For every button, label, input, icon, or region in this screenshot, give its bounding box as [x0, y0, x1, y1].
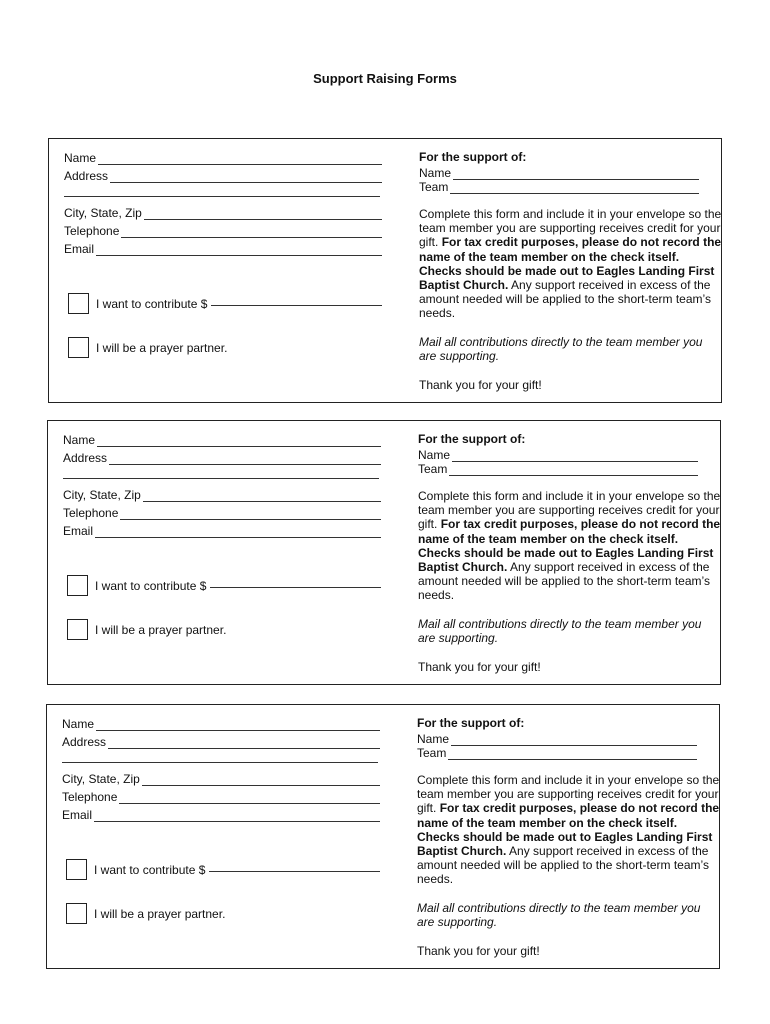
prayer-partner-label: I will be a prayer partner.: [95, 622, 227, 637]
address-label: Address: [64, 169, 109, 183]
support-name-field[interactable]: [419, 165, 699, 180]
email-field[interactable]: [64, 240, 382, 256]
prayer-partner-checkbox[interactable]: [66, 903, 87, 924]
support-team-line[interactable]: [450, 182, 699, 194]
support-name-field[interactable]: [417, 731, 697, 746]
thanks-text: Thank you for your gift!: [419, 378, 542, 392]
prayer-partner-option: [67, 619, 381, 640]
contribute-option: [67, 575, 381, 596]
contribute-label: I want to contribute $: [94, 862, 206, 877]
city-state-zip-field[interactable]: [64, 204, 382, 220]
city-state-zip-label: City, State, Zip: [63, 488, 141, 502]
instructions-p1: Complete this form and include it in your envelope so the team member you are supporting receives credit for your gift.: [418, 489, 721, 532]
telephone-line[interactable]: [121, 226, 382, 238]
support-team-field[interactable]: [418, 461, 698, 476]
address-line[interactable]: [109, 453, 381, 465]
telephone-label: Telephone: [63, 506, 119, 520]
address-line[interactable]: [110, 171, 382, 183]
address-line-2[interactable]: [62, 762, 378, 763]
address-field[interactable]: [62, 733, 380, 749]
address-line-2[interactable]: [64, 196, 380, 197]
city-state-zip-label: City, State, Zip: [62, 772, 140, 786]
support-name-field[interactable]: [418, 447, 698, 462]
city-state-zip-field[interactable]: [62, 770, 380, 786]
instructions-p2: Any support received in excess of the amount needed will be applied to the short-term team’s needs.: [419, 278, 711, 321]
instructions-p1: Complete this form and include it in your envelope so the team member you are supporting receives credit for your gift.: [417, 773, 720, 816]
mail-note: Mail all contributions directly to the team member you are supporting.: [417, 901, 701, 930]
name-field[interactable]: [63, 431, 381, 447]
contribute-amount-line[interactable]: [210, 575, 381, 588]
email-label: Email: [62, 808, 93, 822]
mail-note: Mail all contributions directly to the team member you are supporting.: [418, 617, 702, 646]
mail-note: Mail all contributions directly to the team member you are supporting.: [419, 335, 703, 364]
support-title: For the support of:: [417, 716, 525, 730]
support-team-line[interactable]: [448, 748, 697, 760]
name-line[interactable]: [96, 719, 380, 731]
support-team-field[interactable]: [419, 179, 699, 194]
instructions-text: [419, 207, 724, 321]
instructions-text: [417, 773, 722, 887]
contribute-checkbox[interactable]: [67, 575, 88, 596]
contribute-amount-line[interactable]: [211, 293, 382, 306]
thanks-text: Thank you for your gift!: [418, 660, 541, 674]
support-form-3: [46, 704, 720, 969]
contribute-checkbox[interactable]: [68, 293, 89, 314]
telephone-label: Telephone: [64, 224, 120, 238]
thanks-text: Thank you for your gift!: [417, 944, 540, 958]
city-state-zip-line[interactable]: [144, 208, 382, 220]
email-line[interactable]: [96, 244, 382, 256]
support-team-label: Team: [419, 180, 449, 194]
city-state-zip-line[interactable]: [143, 490, 381, 502]
prayer-partner-checkbox[interactable]: [67, 619, 88, 640]
email-line[interactable]: [95, 526, 381, 538]
telephone-field[interactable]: [62, 788, 380, 804]
telephone-line[interactable]: [120, 508, 381, 520]
page-title: Support Raising Forms: [313, 71, 457, 86]
support-name-label: Name: [417, 732, 450, 746]
address-label: Address: [62, 735, 107, 749]
prayer-partner-option: [68, 337, 382, 358]
contribute-checkbox[interactable]: [66, 859, 87, 880]
support-team-label: Team: [418, 462, 448, 476]
address-line-2[interactable]: [63, 478, 379, 479]
instructions-bold: For tax credit purposes, please do not record the name of the team member on the check itself. Checks should be made out to Eagles Landing First Baptist Church.: [419, 235, 722, 293]
address-line[interactable]: [108, 737, 380, 749]
address-field[interactable]: [64, 167, 382, 183]
name-label: Name: [63, 433, 96, 447]
name-field[interactable]: [62, 715, 380, 731]
city-state-zip-field[interactable]: [63, 486, 381, 502]
contribute-option: [66, 859, 380, 880]
prayer-partner-checkbox[interactable]: [68, 337, 89, 358]
email-label: Email: [64, 242, 95, 256]
support-form-2: [47, 420, 721, 685]
prayer-partner-label: I will be a prayer partner.: [94, 906, 226, 921]
email-label: Email: [63, 524, 94, 538]
support-team-field[interactable]: [417, 745, 697, 760]
instructions-p2: Any support received in excess of the amount needed will be applied to the short-term team’s needs.: [417, 844, 709, 887]
name-field[interactable]: [64, 149, 382, 165]
contribute-option: [68, 293, 382, 314]
prayer-partner-label: I will be a prayer partner.: [96, 340, 228, 355]
telephone-line[interactable]: [119, 792, 380, 804]
contribute-amount-line[interactable]: [209, 859, 380, 872]
support-form-1: [48, 138, 722, 403]
support-team-label: Team: [417, 746, 447, 760]
prayer-partner-option: [66, 903, 380, 924]
support-team-line[interactable]: [449, 464, 698, 476]
instructions-bold: For tax credit purposes, please do not record the name of the team member on the check itself. Checks should be made out to Eagles Landing First Baptist Church.: [417, 801, 720, 859]
address-label: Address: [63, 451, 108, 465]
instructions-bold: For tax credit purposes, please do not record the name of the team member on the check itself. Checks should be made out to Eagles Landing First Baptist Church.: [418, 517, 721, 575]
name-line[interactable]: [98, 153, 382, 165]
email-line[interactable]: [94, 810, 380, 822]
telephone-field[interactable]: [63, 504, 381, 520]
support-name-label: Name: [418, 448, 451, 462]
name-label: Name: [64, 151, 97, 165]
instructions-p1: Complete this form and include it in your envelope so the team member you are supporting receives credit for your gift.: [419, 207, 722, 250]
email-field[interactable]: [63, 522, 381, 538]
contribute-label: I want to contribute $: [95, 578, 207, 593]
instructions-text: [418, 489, 723, 603]
address-field[interactable]: [63, 449, 381, 465]
telephone-label: Telephone: [62, 790, 118, 804]
contribute-label: I want to contribute $: [96, 296, 208, 311]
support-name-label: Name: [419, 166, 452, 180]
city-state-zip-label: City, State, Zip: [64, 206, 142, 220]
name-line[interactable]: [97, 435, 381, 447]
support-title: For the support of:: [419, 150, 527, 164]
name-label: Name: [62, 717, 95, 731]
telephone-field[interactable]: [64, 222, 382, 238]
instructions-p2: Any support received in excess of the amount needed will be applied to the short-term team’s needs.: [418, 560, 710, 603]
city-state-zip-line[interactable]: [142, 774, 380, 786]
support-title: For the support of:: [418, 432, 526, 446]
email-field[interactable]: [62, 806, 380, 822]
